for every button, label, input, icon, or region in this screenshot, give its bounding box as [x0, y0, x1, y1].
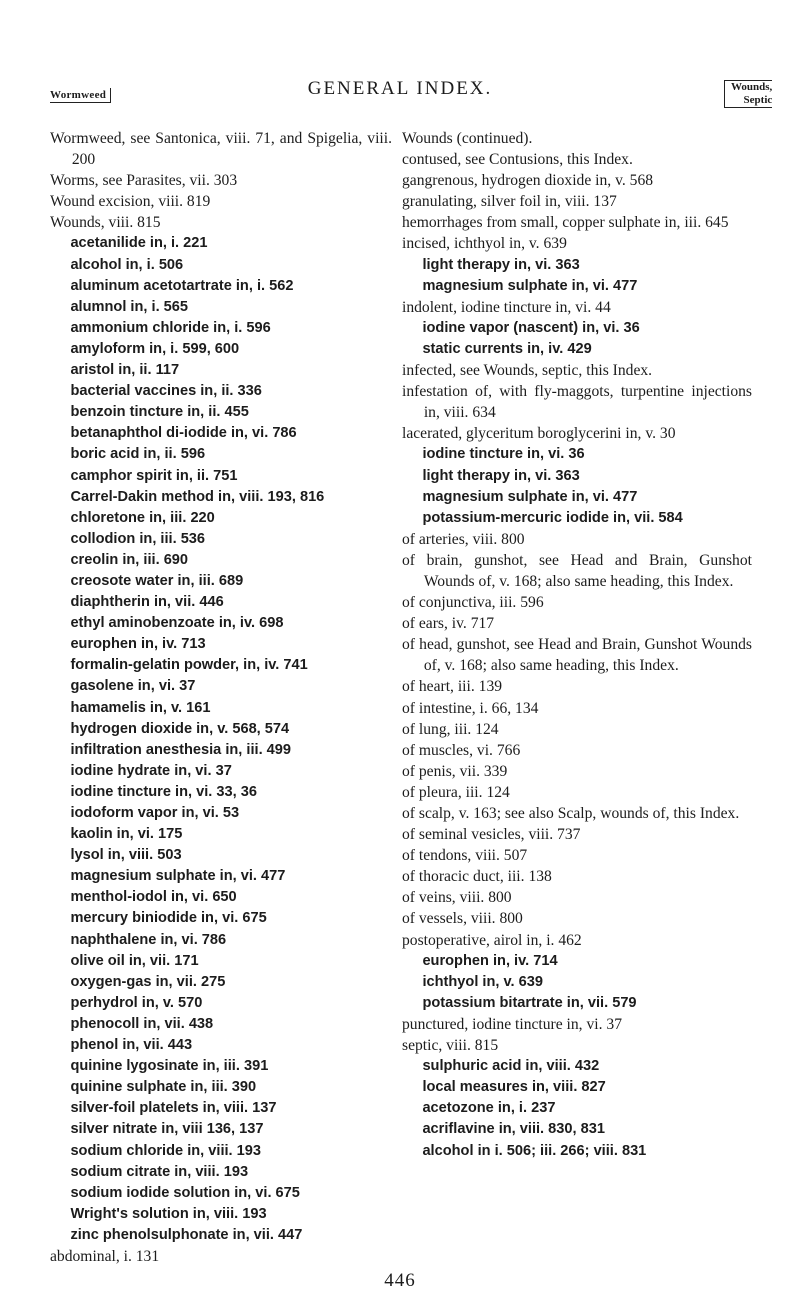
index-entry: septic, viii. 815: [402, 1037, 499, 1055]
index-entry: phenol in, vii. 443: [70, 1037, 193, 1054]
index-entry: acetozone in, i. 237: [422, 1100, 556, 1117]
index-entry: betanaphthol di-iodide in, vi. 786: [70, 425, 297, 442]
index-entry: gangrenous, hydrogen dioxide in, v. 568: [402, 172, 654, 190]
index-entry: indolent, iodine tincture in, vi. 44: [402, 298, 611, 316]
index-entry: magnesium sulphate in, vi. 477: [422, 488, 638, 505]
index-entry: ichthyol in, v. 639: [422, 973, 544, 990]
index-entry: infestation of, with fly-maggots, turpentine injections in, viii. 634: [402, 383, 752, 422]
page-number: 446: [384, 1270, 416, 1291]
index-entry: light therapy in, vi. 363: [422, 256, 580, 273]
index-entry: acetanilide in, i. 221: [70, 235, 208, 252]
index-entry: quinine lygosinate in, iii. 391: [70, 1058, 269, 1075]
index-entry: potassium bitartrate in, vii. 579: [422, 994, 637, 1011]
index-entry: of ears, iv. 717: [402, 615, 495, 633]
index-entry: chloretone in, iii. 220: [70, 509, 215, 526]
index-entry: of arteries, viii. 800: [402, 530, 525, 548]
index-entry: collodion in, iii. 536: [70, 530, 206, 547]
index-entry: potassium-mercuric iodide in, vii. 584: [422, 509, 683, 526]
index-entry: of muscles, vi. 766: [402, 741, 521, 759]
index-entry: sulphuric acid in, viii. 432: [422, 1058, 600, 1075]
index-entry: mercury biniodide in, vi. 675: [70, 910, 267, 927]
index-entry: alcohol in, i. 506: [70, 256, 184, 273]
index-entry: static currents in, iv. 429: [422, 340, 592, 357]
index-column-right: [402, 128, 752, 1162]
index-entry: Wright's solution in, viii. 193: [70, 1205, 267, 1222]
index-entry: of brain, gunshot, see Head and Brain, Gunshot Wounds of, v. 168; also same heading, this Index.: [402, 551, 752, 590]
index-entry: infected, see Wounds, septic, this Index.: [402, 362, 653, 380]
index-entry: quinine sulphate in, iii. 390: [70, 1079, 257, 1096]
index-entry: hemorrhages from small, copper sulphate in, iii. 645: [402, 214, 729, 232]
index-entry: incised, ichthyol in, v. 639: [402, 235, 567, 253]
index-entry: of head, gunshot, see Head and Brain, Gunshot Wounds of, v. 168; also same heading, this Index.: [402, 636, 752, 675]
index-entry: of conjunctiva, iii. 596: [402, 594, 544, 612]
index-entry: of vessels, viii. 800: [402, 910, 523, 928]
index-entry: of penis, vii. 339: [402, 762, 508, 780]
index-entry: diaphtherin in, vii. 446: [70, 594, 224, 611]
index-entry: iodoform vapor in, vi. 53: [70, 805, 240, 821]
index-entry: of seminal vesicles, viii. 737: [402, 826, 581, 844]
header-left-guide-word: Wormweed: [50, 88, 111, 103]
index-entry: hamamelis in, v. 161: [70, 699, 211, 716]
index-entry: ethyl aminobenzoate in, iv. 698: [70, 615, 284, 632]
index-entry: lysol in, viii. 503: [70, 847, 182, 864]
index-entry: boric acid in, ii. 596: [70, 446, 206, 463]
index-entry: aluminum acetotartrate in, i. 562: [70, 277, 294, 294]
index-entry: zinc phenolsulphonate in, vii. 447: [70, 1226, 303, 1243]
index-entry: of lung, iii. 124: [402, 720, 499, 738]
index-entry: silver-foil platelets in, viii. 137: [70, 1100, 277, 1117]
index-entry: hydrogen dioxide in, v. 568, 574: [70, 720, 290, 737]
index-entry: amyloform in, i. 599, 600: [70, 340, 240, 357]
index-entry: formalin-gelatin powder, in, iv. 741: [70, 657, 308, 674]
running-header: [0, 78, 800, 112]
index-entry: punctured, iodine tincture in, vi. 37: [402, 1015, 622, 1033]
index-entry: phenocoll in, vii. 438: [70, 1015, 214, 1032]
index-entry: magnesium sulphate in, vi. 477: [422, 277, 638, 294]
index-entry: contused, see Contusions, this Index.: [402, 151, 633, 169]
index-entry: creosote water in, iii. 689: [70, 572, 244, 589]
index-entry: iodine vapor (nascent) in, vi. 36: [422, 319, 640, 336]
index-entry: sodium iodide solution in, vi. 675: [70, 1184, 300, 1201]
index-entry: aristol in, ii. 117: [70, 362, 180, 379]
header-right-line-2: Septic: [743, 94, 773, 106]
index-entry: lacerated, glyceritum boroglycerini in, v. 30: [402, 425, 676, 443]
index-entry: perhydrol in, v. 570: [70, 994, 203, 1011]
page-title: GENERAL INDEX.: [307, 78, 493, 99]
index-entry: iodine hydrate in, vi. 37: [70, 762, 232, 779]
index-entry: menthol-iodol in, vi. 650: [70, 889, 237, 906]
index-entry: iodine tincture in, vi. 36: [422, 446, 585, 463]
header-right-line-1: Wounds,: [731, 81, 773, 93]
index-entry: silver nitrate in, viii 136, 137: [70, 1121, 264, 1138]
index-entry: Wounds (continued).: [402, 130, 533, 147]
index-entry: Wormweed, see Santonica, viii. 71, and Spigelia, viii. 200: [50, 130, 392, 169]
index-entry: oxygen-gas in, vii. 275: [70, 973, 226, 990]
index-entry: bacterial vaccines in, ii. 336: [70, 383, 262, 400]
index-entry: Wound excision, viii. 819: [50, 193, 211, 211]
index-entry: camphor spirit in, ii. 751: [70, 467, 238, 484]
index-entry: of intestine, i. 66, 134: [402, 699, 539, 717]
index-entry: abdominal, i. 131: [50, 1247, 160, 1265]
index-entry: of scalp, v. 163; see also Scalp, wounds of, this Index.: [402, 805, 740, 822]
index-entry: iodine tincture in, vi. 33, 36: [70, 783, 257, 800]
index-entry: postoperative, airol in, i. 462: [402, 931, 582, 949]
index-entry: alcohol in i. 506; iii. 266; viii. 831: [422, 1142, 647, 1159]
index-entry: gasolene in, vi. 37: [70, 678, 196, 695]
index-entry: Wounds, viii. 815: [50, 214, 161, 232]
index-entry: europhen in, iv. 714: [422, 952, 558, 969]
index-entry: sodium citrate in, viii. 193: [70, 1163, 249, 1180]
index-entry: light therapy in, vi. 363: [422, 467, 580, 484]
index-entry: benzoin tincture in, ii. 455: [70, 404, 249, 421]
index-entry: sodium chloride in, viii. 193: [70, 1142, 262, 1159]
index-entry: granulating, silver foil in, viii. 137: [402, 193, 617, 211]
index-entry: of pleura, iii. 124: [402, 783, 510, 801]
index-entry: of thoracic duct, iii. 138: [402, 868, 552, 886]
index-entry: europhen in, iv. 713: [70, 636, 206, 653]
index-entry: olive oil in, vii. 171: [70, 952, 199, 969]
index-entry: acriflavine in, viii. 830, 831: [422, 1121, 605, 1138]
index-entry: of tendons, viii. 507: [402, 847, 528, 865]
index-entry: naphthalene in, vi. 786: [70, 931, 227, 948]
index-entry: ammonium chloride in, i. 596: [70, 319, 271, 336]
index-entry: local measures in, viii. 827: [422, 1079, 606, 1096]
index-entry: infiltration anesthesia in, iii. 499: [70, 741, 292, 758]
index-entry: creolin in, iii. 690: [70, 551, 189, 568]
index-entry: of veins, viii. 800: [402, 889, 512, 907]
index-entry: Carrel-Dakin method in, viii. 193, 816: [70, 488, 325, 505]
header-right-guide-word: [724, 80, 772, 108]
index-column-left: [50, 128, 392, 1267]
index-entry: Worms, see Parasites, vii. 303: [50, 172, 238, 190]
index-entry: magnesium sulphate in, vi. 477: [70, 868, 286, 885]
index-entry: of heart, iii. 139: [402, 678, 503, 696]
index-entry: kaolin in, vi. 175: [70, 826, 183, 843]
index-entry: alumnol in, i. 565: [70, 298, 189, 315]
